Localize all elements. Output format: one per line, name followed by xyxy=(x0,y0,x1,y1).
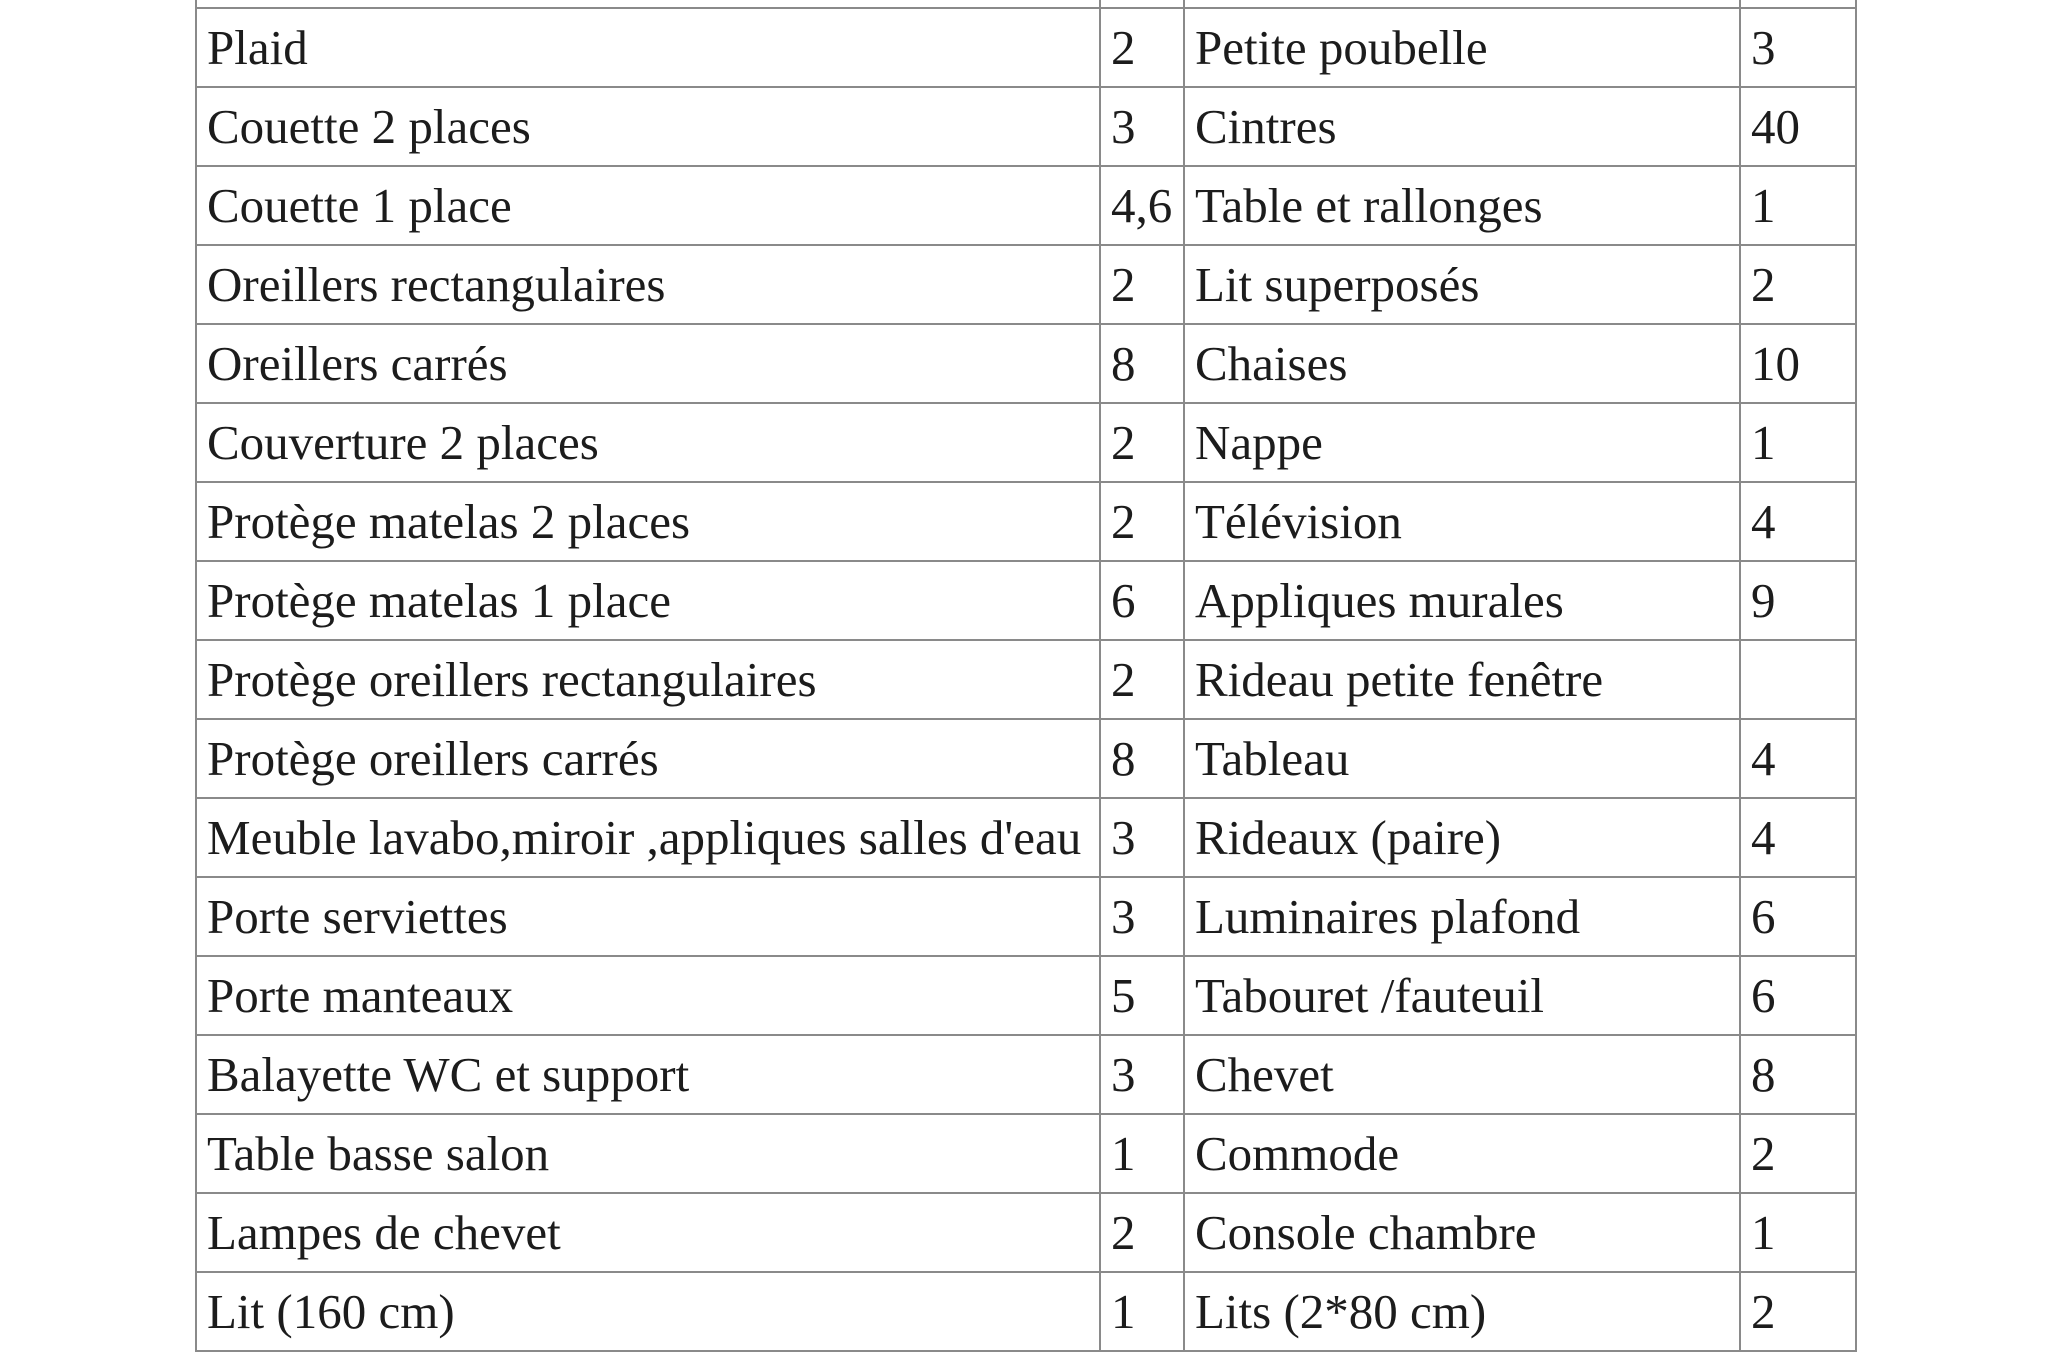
item-right-cell: Chevet xyxy=(1184,1035,1740,1114)
item-left-cell: Couette 2 places xyxy=(196,87,1100,166)
item-left-cell: Porte serviettes xyxy=(196,877,1100,956)
qty-left-cell: 4,6 xyxy=(1100,166,1184,245)
qty-right-cell xyxy=(1740,640,1856,719)
table-row xyxy=(196,245,1856,324)
item-right-cell: Lits (2*80 cm) xyxy=(1184,1272,1740,1351)
item-left-cell: Protège matelas 1 place xyxy=(196,561,1100,640)
item-right-cell: Luminaires plafond xyxy=(1184,877,1740,956)
table-row xyxy=(196,1114,1856,1193)
item-right-cell: Console chambre xyxy=(1184,1193,1740,1272)
qty-right-cell: 3 xyxy=(1740,8,1856,87)
table-row xyxy=(196,8,1856,87)
table-row xyxy=(196,403,1856,482)
item-right-cell: Cintres xyxy=(1184,87,1740,166)
qty-left-cell: 5 xyxy=(1100,956,1184,1035)
qty-right-cell: 10 xyxy=(1740,324,1856,403)
qty-left-cell: 2 xyxy=(1100,1193,1184,1272)
table-row xyxy=(196,640,1856,719)
table-row xyxy=(196,561,1856,640)
item-left-cell xyxy=(196,0,1100,8)
table-row xyxy=(196,1272,1856,1351)
table-row xyxy=(196,0,1856,8)
item-right-cell xyxy=(1184,0,1740,8)
item-left-cell: Balayette WC et support xyxy=(196,1035,1100,1114)
qty-right-cell: 1 xyxy=(1740,1193,1856,1272)
qty-left-cell: 1 xyxy=(1100,1272,1184,1351)
qty-right-cell: 4 xyxy=(1740,719,1856,798)
item-left-cell: Plaid xyxy=(196,8,1100,87)
qty-right-cell: 2 xyxy=(1740,245,1856,324)
table-row xyxy=(196,956,1856,1035)
table-row xyxy=(196,324,1856,403)
table-row xyxy=(196,877,1856,956)
item-right-cell: Télévision xyxy=(1184,482,1740,561)
qty-left-cell: 2 xyxy=(1100,482,1184,561)
item-left-cell: Lit (160 cm) xyxy=(196,1272,1100,1351)
qty-right-cell xyxy=(1740,0,1856,8)
item-right-cell: Lit superposés xyxy=(1184,245,1740,324)
qty-left-cell: 3 xyxy=(1100,87,1184,166)
table-row xyxy=(196,719,1856,798)
item-left-cell: Couverture 2 places xyxy=(196,403,1100,482)
inventory-table-body xyxy=(196,0,1856,1351)
table-row xyxy=(196,1193,1856,1272)
qty-right-cell: 1 xyxy=(1740,403,1856,482)
qty-left-cell: 3 xyxy=(1100,877,1184,956)
qty-left-cell: 3 xyxy=(1100,1035,1184,1114)
table-row xyxy=(196,1035,1856,1114)
item-left-cell: Couette 1 place xyxy=(196,166,1100,245)
table-row xyxy=(196,482,1856,561)
item-right-cell: Tableau xyxy=(1184,719,1740,798)
item-left-cell: Protège matelas 2 places xyxy=(196,482,1100,561)
item-right-cell: Rideaux (paire) xyxy=(1184,798,1740,877)
item-left-cell: Porte manteaux xyxy=(196,956,1100,1035)
table-row xyxy=(196,87,1856,166)
qty-left-cell: 1 xyxy=(1100,1114,1184,1193)
qty-right-cell: 1 xyxy=(1740,166,1856,245)
table-row xyxy=(196,798,1856,877)
qty-right-cell: 6 xyxy=(1740,877,1856,956)
item-right-cell: Chaises xyxy=(1184,324,1740,403)
qty-right-cell: 4 xyxy=(1740,482,1856,561)
qty-left-cell: 2 xyxy=(1100,8,1184,87)
item-left-cell: Meuble lavabo,miroir ,appliques salles d'eau xyxy=(196,798,1100,877)
qty-right-cell: 9 xyxy=(1740,561,1856,640)
item-left-cell: Oreillers carrés xyxy=(196,324,1100,403)
item-left-cell: Protège oreillers carrés xyxy=(196,719,1100,798)
qty-left-cell: 8 xyxy=(1100,719,1184,798)
item-right-cell: Nappe xyxy=(1184,403,1740,482)
inventory-table xyxy=(195,0,1857,1352)
qty-right-cell: 6 xyxy=(1740,956,1856,1035)
qty-left-cell: 8 xyxy=(1100,324,1184,403)
qty-right-cell: 2 xyxy=(1740,1272,1856,1351)
table-row xyxy=(196,166,1856,245)
item-left-cell: Table basse salon xyxy=(196,1114,1100,1193)
qty-left-cell: 3 xyxy=(1100,798,1184,877)
qty-left-cell xyxy=(1100,0,1184,8)
qty-right-cell: 2 xyxy=(1740,1114,1856,1193)
qty-right-cell: 40 xyxy=(1740,87,1856,166)
item-right-cell: Commode xyxy=(1184,1114,1740,1193)
item-right-cell: Table et rallonges xyxy=(1184,166,1740,245)
item-left-cell: Oreillers rectangulaires xyxy=(196,245,1100,324)
item-right-cell: Tabouret /fauteuil xyxy=(1184,956,1740,1035)
item-left-cell: Protège oreillers rectangulaires xyxy=(196,640,1100,719)
qty-right-cell: 8 xyxy=(1740,1035,1856,1114)
qty-left-cell: 2 xyxy=(1100,640,1184,719)
qty-right-cell: 4 xyxy=(1740,798,1856,877)
item-right-cell: Rideau petite fenêtre xyxy=(1184,640,1740,719)
item-right-cell: Petite poubelle xyxy=(1184,8,1740,87)
qty-left-cell: 2 xyxy=(1100,403,1184,482)
qty-left-cell: 2 xyxy=(1100,245,1184,324)
item-right-cell: Appliques murales xyxy=(1184,561,1740,640)
item-left-cell: Lampes de chevet xyxy=(196,1193,1100,1272)
qty-left-cell: 6 xyxy=(1100,561,1184,640)
